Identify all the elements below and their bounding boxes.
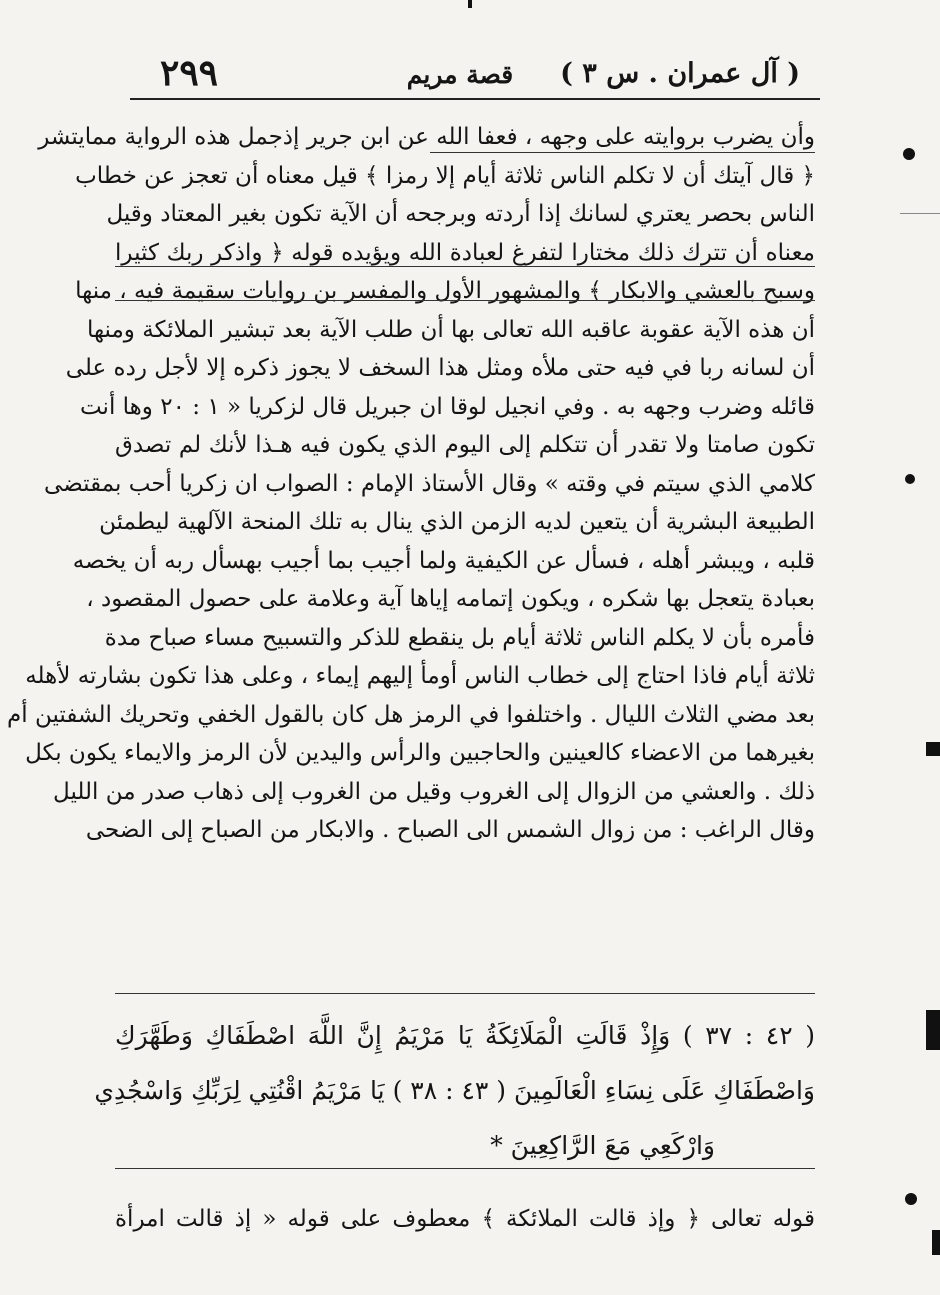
page-number: ٢٩٩ (160, 52, 219, 94)
quran-separator-bottom (115, 1168, 815, 1169)
scan-mark (932, 1230, 940, 1255)
quran-line: وَاصْطَفَاكِ عَلَى نِسَاءِ الْعَالَمِينَ ( ٤٣ : ٣٨ ) يَا مَرْيَمُ اقْنُتِي لِرَبِّكِ وَاسْجُدِي (94, 1076, 815, 1105)
quran-verse-block (94, 1008, 815, 1173)
text-line: بعد مضي الثلاث الليال . واختلفوا في الرمز هل كان بالقول الخفي وتحريك الشفتين أم (7, 701, 815, 728)
text-line: تكون صامتا ولا تقدر أن تتكلم إلى اليوم الذي يكون فيه هـذا لأنك لم تصدق (115, 432, 815, 458)
text-line: أن لسانه ربا في فيه حتى ملأه ومثل هذا السخف لا يجوز ذكره إلا لأجل رده على (65, 355, 815, 381)
text-line: الناس بحصر يعتري لسانك إذا أردته وبرجحه أن الآية تكون بغير المعتاد وقيل (106, 201, 815, 227)
scan-mark (926, 1010, 940, 1050)
section-title: قصة مريم (406, 60, 514, 89)
text-line: فأمره بأن لا يكلم الناس ثلاثة أيام بل ينقطع للذكر والتسبيح مساء صباح مدة (104, 624, 815, 651)
text-line: قلبه ، ويبشر أهله ، فسأل عن الكيفية ولما أجيب بما أجيب بهسأل ربه أن يخصه (72, 547, 815, 574)
scan-mark (926, 742, 940, 756)
text-line: ذلك . والعشي من الزوال إلى الغروب وقيل من الغروب إلى ذهاب صدر من الليل (53, 778, 815, 805)
text-line: الطبيعة البشرية أن يتعين لديه الزمن الذي ينال به تلك المنحة الآلهية ليطمئن (99, 509, 815, 535)
scan-mark (905, 474, 915, 484)
scan-mark (900, 213, 940, 214)
text-line: ثلاثة أيام فاذا احتاج إلى خطاب الناس أومأ إليهم إيماء ، وعلى هذا تكون بشارته لأهله (25, 663, 815, 689)
pen-underline (430, 152, 815, 153)
pen-underline (115, 266, 815, 267)
text-line: وأن يضرب بروايته على وجهه ، فعفا الله عن ابن جرير إذجمل هذه الرواية ممايتشر (38, 124, 815, 150)
chapter-title: ( آل عمران . س ٣ ) (560, 58, 800, 89)
text-line: أن هذه الآية عقوبة عاقبه الله تعالى بها أن طلب الآية بعد تبشير الملائكة ومنها (86, 316, 815, 343)
pen-underline (115, 300, 815, 301)
page-header (110, 48, 810, 98)
scan-mark (905, 1193, 917, 1205)
text-line: بغيرهما من الاعضاء كالعينين والحاجبين والرأس واليدين لأن الرمز والايماء يكون بكل (25, 740, 815, 766)
commentary-text (7, 118, 815, 850)
text-line: ﴿ قال آيتك أن لا تكلم الناس ثلاثة أيام إلا رمزا ﴾ قيل معناه أن تعجز عن خطاب (75, 162, 815, 189)
scan-mark (468, 0, 472, 8)
text-line: وقال الراغب : من زوال الشمس الى الصباح . والابكار من الصباح إلى الضحى (85, 817, 815, 843)
text-line: بعبادة يتعجل بها شكره ، ويكون إتمامه إياها آية وعلامة على حصول المقصود ، (86, 586, 815, 612)
commentary-continuation: قوله تعالى ﴿ وإذ قالت الملائكة ﴾ معطوف على قوله « إذ قالت امرأة (115, 1206, 815, 1232)
text-line: معناه أن تترك ذلك مختارا لتفرغ لعبادة الله ويؤيده قوله ﴿ واذكر ربك كثيرا (115, 239, 815, 266)
quran-line: وَارْكَعِي مَعَ الرَّاكِعِينَ * (490, 1131, 715, 1160)
text-line: كلامي الذي سيتم في وقته » وقال الأستاذ الإمام : الصواب ان زكريا أحب بمقتضى (44, 470, 815, 497)
text-line: قائله وضرب وجهه به . وفي انجيل لوقا ان جبريل قال لزكريا « ١ : ٢٠ وها أنت (79, 393, 815, 420)
header-rule (130, 98, 820, 100)
quran-separator-top (115, 993, 815, 994)
scan-mark (903, 148, 915, 160)
quran-line: ( ٤٢ : ٣٧ ) وَإِذْ قَالَتِ الْمَلَائِكَةُ يَا مَرْيَمُ إِنَّ اللَّهَ اصْطَفَاكِ وَطَهَّرَكِ (115, 1021, 815, 1050)
text-line: وسبح بالعشي والابكار ﴾ والمشهور الأول والمفسر بن روايات سقيمة فيه ، منها (75, 278, 815, 304)
